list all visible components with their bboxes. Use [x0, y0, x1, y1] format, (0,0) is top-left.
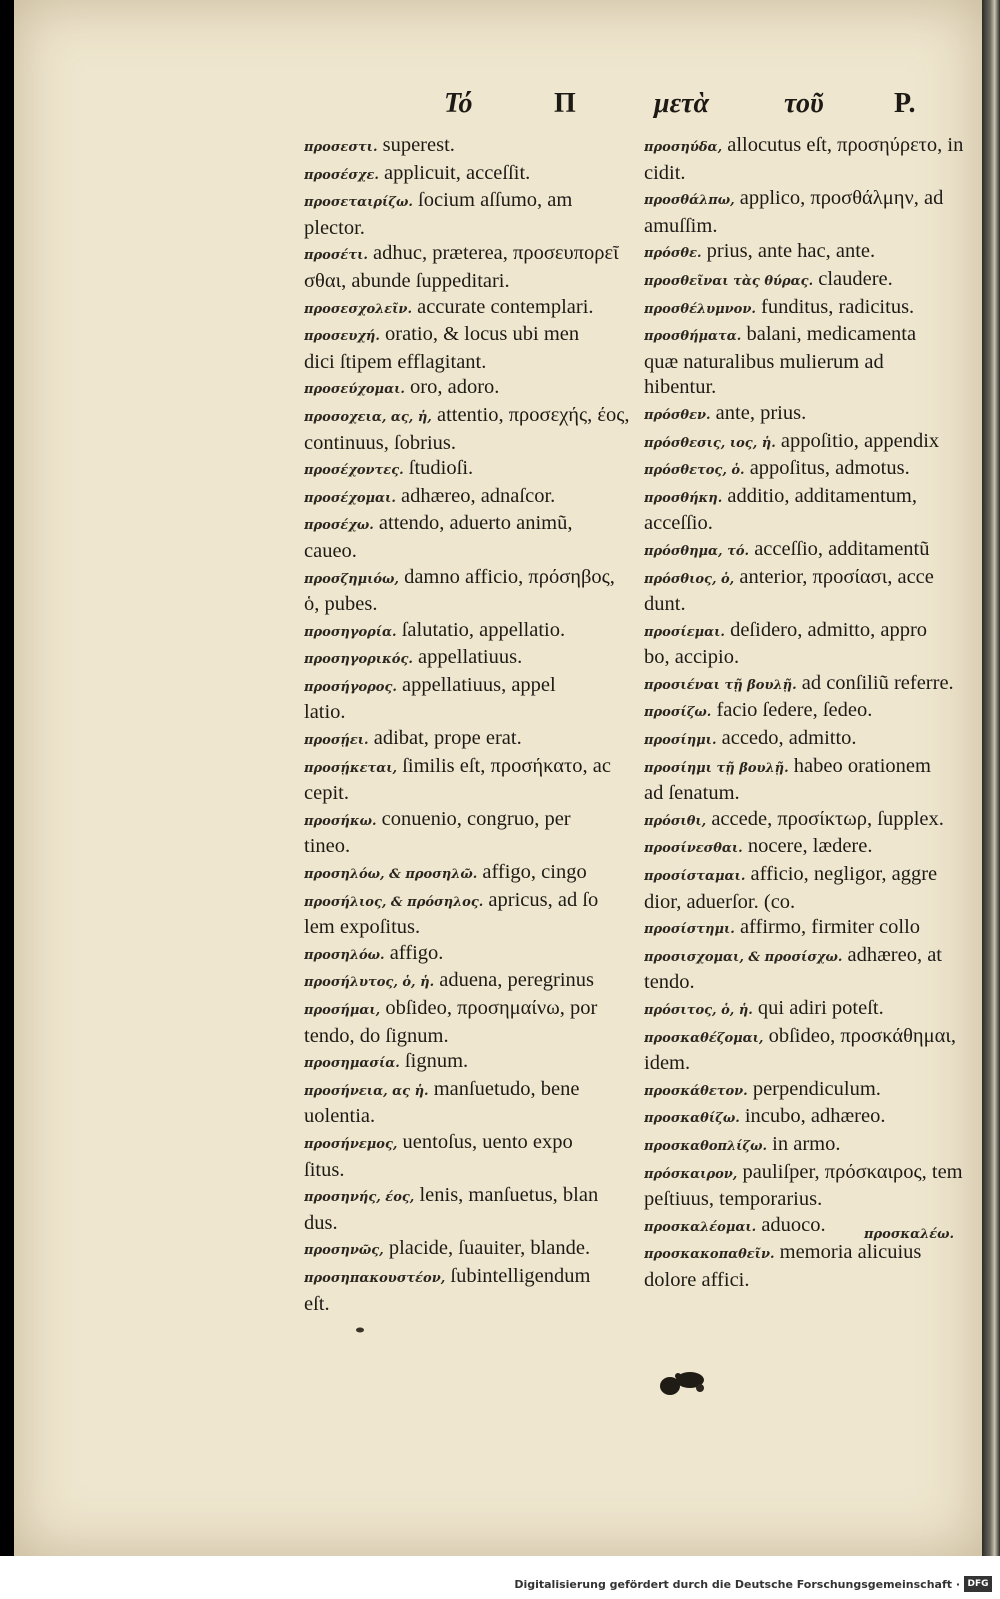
- dictionary-entry: [304, 1236, 634, 1264]
- latin-definition: accedo, admitto.: [721, 727, 857, 750]
- greek-headword: πρόσθεσις, ιος, ἡ.: [644, 435, 776, 451]
- greek-headword: προσίημι.: [644, 733, 717, 749]
- dictionary-entry: [304, 484, 634, 512]
- dictionary-entry: [644, 295, 979, 323]
- dictionary-entry: [304, 1264, 634, 1292]
- latin-definition: adhuc, præterea, προσευπορεῖ: [373, 242, 619, 265]
- dictionary-entry: [304, 188, 634, 216]
- dictionary-entry: [304, 1077, 634, 1105]
- catchword: προσκαλέω.: [864, 1227, 955, 1242]
- dictionary-entry: [304, 968, 634, 996]
- dictionary-entry: [644, 537, 979, 565]
- latin-definition: applico, προσθάλμην, ad: [739, 187, 944, 210]
- latin-definition: dior, aduerſor. (co.: [644, 890, 796, 913]
- latin-definition: cidit.: [644, 161, 686, 184]
- dictionary-entry: [304, 807, 634, 835]
- dictionary-entry: [644, 1104, 979, 1132]
- latin-definition: apricus, ad ſo: [488, 888, 599, 911]
- ink-speck-icon: [354, 1326, 366, 1334]
- latin-definition: ſignum.: [404, 1050, 469, 1073]
- latin-definition: facio ſedere, ſedeo.: [716, 699, 873, 722]
- dictionary-entry: [644, 862, 979, 890]
- greek-headword: πρόσιθι,: [644, 813, 707, 829]
- latin-definition: conuenio, congruo, per: [381, 807, 571, 830]
- dfg-logo-icon: DFG: [964, 1576, 992, 1592]
- latin-definition: dus.: [304, 1211, 338, 1234]
- greek-headword: προσέσχε.: [304, 167, 379, 183]
- latin-definition: perpendiculum.: [752, 1077, 881, 1100]
- dictionary-entry: [644, 565, 979, 593]
- latin-definition: hibentur.: [644, 376, 717, 399]
- latin-definition: aduena, peregrinus: [439, 969, 595, 992]
- dictionary-entry: [644, 781, 979, 807]
- greek-headword: προσεύχομαι.: [304, 382, 405, 398]
- latin-definition: dolore affici.: [644, 1268, 750, 1291]
- book-page: [14, 0, 982, 1556]
- greek-headword: προσθήματα.: [644, 329, 742, 345]
- latin-definition: peſtiuus, temporarius.: [644, 1188, 823, 1211]
- latin-definition: appoſitus, admotus.: [749, 457, 910, 480]
- dictionary-entry: [304, 1130, 634, 1158]
- greek-headword: προσήλυτος, ὁ, ἡ.: [304, 975, 435, 991]
- greek-headword: προσίστημι.: [644, 922, 735, 938]
- latin-definition: idem.: [644, 1052, 691, 1075]
- greek-headword: πρόσθιος, ὁ,: [644, 571, 735, 587]
- latin-definition: attentio, προσεχής, έος,: [436, 403, 630, 426]
- latin-definition: lenis, manſuetus, blan: [419, 1184, 599, 1207]
- latin-definition: dunt.: [644, 593, 686, 616]
- dictionary-entry: [644, 671, 979, 699]
- latin-definition: ad conſiliũ referre.: [801, 671, 954, 694]
- latin-definition: ſimilis eſt, προσήκατο, ac: [402, 754, 611, 777]
- greek-headword: προσεσχολεῖν.: [304, 301, 412, 317]
- dictionary-entry: [644, 1187, 979, 1213]
- latin-definition: attendo, aduerto animũ,: [378, 512, 573, 535]
- dictionary-entry: [644, 943, 979, 971]
- latin-definition: qui adiri poteſt.: [757, 997, 884, 1019]
- dictionary-entry: [644, 375, 979, 401]
- latin-definition: ſubintelligendum: [450, 1264, 591, 1287]
- dictionary-entry: [304, 241, 634, 269]
- latin-definition: adhæreo, at: [847, 943, 943, 966]
- latin-definition: acceſſio.: [644, 512, 713, 535]
- dictionary-entry: [304, 1292, 634, 1318]
- dictionary-entry: [304, 1049, 634, 1077]
- dictionary-entry: [304, 511, 634, 539]
- latin-definition: prius, ante hac, ante.: [706, 240, 876, 263]
- dictionary-entry: [644, 1268, 979, 1294]
- latin-definition: damno afficio, πρόσηβος,: [404, 565, 615, 588]
- dictionary-entry: [304, 431, 634, 457]
- greek-headword: προσοχεια, ας, ἡ,: [304, 409, 432, 425]
- dictionary-entry: [304, 1211, 634, 1237]
- latin-definition: obſideo, προσημαίνω, por: [385, 997, 598, 1019]
- greek-headword: προσηλόω.: [304, 947, 385, 963]
- latin-definition: afficio, negligor, aggre: [750, 863, 938, 886]
- latin-definition: ſocium aſſumo, am: [418, 189, 573, 212]
- latin-definition: manſuetudo, bene: [433, 1077, 580, 1100]
- latin-definition: plector.: [304, 216, 365, 239]
- dictionary-entry: [644, 698, 979, 726]
- dictionary-entry: [644, 322, 979, 350]
- printer-ornament-icon: [654, 1368, 714, 1400]
- dictionary-entry: [304, 161, 634, 189]
- greek-headword: πρόσθε.: [644, 246, 702, 262]
- dictionary-entry: [304, 673, 634, 701]
- latin-definition: additio, additamentum,: [727, 484, 917, 507]
- latin-definition: memoria alicuius: [779, 1241, 922, 1264]
- latin-definition: dici ſtipem efflagitant.: [304, 350, 487, 373]
- latin-definition: cepit.: [304, 782, 349, 805]
- dictionary-entry: [644, 456, 979, 484]
- greek-headword: πρόσθημα, τό.: [644, 543, 750, 559]
- dictionary-entry: [304, 295, 634, 323]
- greek-headword: προσκαθοπλίζω.: [644, 1138, 768, 1154]
- latin-definition: adhæreo, adnaſcor.: [401, 484, 556, 507]
- dictionary-entry: [644, 618, 979, 646]
- greek-headword: προσέτι.: [304, 248, 368, 264]
- greek-headword: πρόσθεν.: [644, 407, 711, 423]
- greek-headword: προσηλόω, & προσηλῶ.: [304, 867, 478, 883]
- dictionary-entry: [304, 941, 634, 969]
- dictionary-entry: [644, 161, 979, 187]
- latin-definition: aduoco.: [761, 1213, 826, 1236]
- dictionary-entry: [644, 996, 979, 1024]
- greek-headword: προσίεμαι.: [644, 624, 725, 640]
- running-head-letter: P.: [894, 88, 916, 119]
- latin-definition: latio.: [304, 701, 346, 724]
- greek-headword: προσηύδα,: [644, 140, 723, 155]
- dictionary-entry: [644, 890, 979, 916]
- right-column: [644, 133, 979, 1294]
- dictionary-entry: [644, 350, 979, 376]
- latin-definition: tendo, do ſignum.: [304, 1024, 449, 1047]
- footer-bar: [0, 1556, 1000, 1599]
- dictionary-entry: [644, 645, 979, 671]
- dictionary-entry: [304, 860, 634, 888]
- latin-definition: placide, ſuauiter, blande.: [388, 1237, 591, 1260]
- greek-headword: προσημασία.: [304, 1056, 400, 1072]
- latin-definition: in armo.: [772, 1132, 841, 1155]
- dictionary-entry: [644, 133, 979, 161]
- dictionary-entry: [304, 1158, 634, 1184]
- dictionary-entry: [304, 618, 634, 646]
- latin-definition: appoſitio, appendix: [780, 429, 940, 452]
- latin-definition: oro, adoro.: [410, 376, 500, 399]
- latin-definition: quæ naturalibus mulierum ad: [644, 350, 884, 373]
- greek-headword: προσήλιος, & πρόσηλος.: [304, 894, 484, 910]
- greek-headword: προσεστι.: [304, 140, 378, 155]
- latin-definition: acceſſio, additamentũ: [754, 537, 930, 560]
- greek-headword: προσήγορος.: [304, 679, 397, 695]
- greek-headword: προσέχω.: [304, 518, 374, 534]
- dictionary-entry: [644, 186, 979, 214]
- dictionary-entry: [644, 1024, 979, 1052]
- latin-definition: balani, medicamenta: [746, 323, 917, 346]
- latin-definition: eſt.: [304, 1292, 330, 1315]
- dictionary-entry: [304, 375, 634, 403]
- latin-definition: uolentia.: [304, 1105, 376, 1128]
- dictionary-entry: [644, 429, 979, 457]
- greek-headword: προσῄει.: [304, 733, 369, 749]
- greek-headword: προσθάλπω,: [644, 193, 735, 209]
- running-head-word: τοῦ: [784, 88, 824, 119]
- greek-headword: προσίζω.: [644, 705, 712, 721]
- dictionary-entry: [304, 1183, 634, 1211]
- latin-definition: accede, προσίκτωρ, ſupplex.: [711, 807, 944, 830]
- latin-definition: anterior, προσίασι, acce: [739, 565, 934, 588]
- latin-definition: ſitus.: [304, 1158, 345, 1181]
- dictionary-entry: [304, 781, 634, 807]
- latin-definition: nocere, lædere.: [747, 835, 873, 858]
- dictionary-entry: [304, 645, 634, 673]
- greek-headword: προσκαθίζω.: [644, 1111, 740, 1127]
- book-edge: [982, 0, 1000, 1556]
- dictionary-entry: [304, 539, 634, 565]
- dictionary-entry: [304, 1024, 634, 1050]
- dictionary-entry: [644, 484, 979, 512]
- running-head-word: μετὰ: [654, 88, 709, 119]
- dictionary-entry: [644, 511, 979, 537]
- greek-headword: προσκαλέομαι.: [644, 1219, 757, 1235]
- latin-definition: amuſſim.: [644, 214, 718, 237]
- footer-credit: Digitalisierung gefördert durch die Deutsche Forschungsgemeinschaft ·: [514, 1578, 960, 1591]
- dictionary-entry: [644, 1240, 979, 1268]
- dictionary-entry: [644, 239, 979, 267]
- greek-headword: προσιέναι τῇ βουλῇ.: [644, 677, 797, 693]
- dictionary-entry: [304, 834, 634, 860]
- latin-definition: accurate contemplari.: [417, 295, 594, 318]
- greek-headword: πρόσθετος, ὁ.: [644, 463, 745, 479]
- dictionary-entry: [304, 216, 634, 242]
- latin-definition: uentoſus, uento expo: [402, 1130, 573, 1153]
- greek-headword: προσήνεμος,: [304, 1136, 398, 1152]
- greek-headword: προσθεῖναι τὰς θύρας.: [644, 273, 814, 289]
- dictionary-entry: [304, 350, 634, 376]
- dictionary-entry: [304, 700, 634, 726]
- greek-headword: προσέχοντες.: [304, 463, 404, 479]
- dictionary-entry: [304, 996, 634, 1024]
- latin-definition: bo, accipio.: [644, 646, 740, 669]
- greek-headword: προσίνεσθαι.: [644, 841, 743, 857]
- greek-headword: πρόσκαιρον,: [644, 1166, 738, 1182]
- dictionary-entry: [644, 754, 979, 782]
- greek-headword: προσέχομαι.: [304, 490, 396, 506]
- dictionary-entry: [644, 915, 979, 943]
- dictionary-entry: [304, 456, 634, 484]
- latin-definition: σθαι, abunde ſuppeditari.: [304, 269, 510, 292]
- dictionary-entry: [644, 1077, 979, 1105]
- left-column: [304, 133, 634, 1317]
- latin-definition: ſalutatio, appellatio.: [401, 618, 566, 641]
- latin-definition: obſideo, προσκάθημαι,: [768, 1024, 957, 1047]
- latin-definition: caueo.: [304, 539, 357, 562]
- greek-headword: προσήκω.: [304, 813, 377, 829]
- latin-definition: appellatiuus, appel: [402, 673, 556, 696]
- greek-headword: πρόσιτος, ὁ, ἡ.: [644, 1003, 753, 1018]
- dictionary-entry: [644, 1132, 979, 1160]
- greek-headword: προσεταιρίζω.: [304, 195, 413, 211]
- latin-definition: incubo, adhæreo.: [744, 1105, 886, 1128]
- greek-headword: προσηνής, έος,: [304, 1190, 415, 1206]
- greek-headword: προσηνῶς,: [304, 1243, 384, 1259]
- greek-headword: προσηγορία.: [304, 624, 397, 640]
- greek-headword: προσήνεια, ας ἡ.: [304, 1083, 429, 1099]
- dictionary-entry: [644, 1051, 979, 1077]
- dictionary-entry: [644, 834, 979, 862]
- dictionary-entry: [644, 592, 979, 618]
- latin-definition: superest.: [382, 134, 455, 156]
- greek-headword: προσισχομαι, & προσίσχω.: [644, 949, 843, 965]
- greek-headword: προσκάθετον.: [644, 1083, 748, 1099]
- dictionary-entry: [304, 269, 634, 295]
- dictionary-entry: [304, 754, 634, 782]
- greek-headword: προσκαθέζομαι,: [644, 1030, 764, 1046]
- dictionary-entry: [644, 807, 979, 835]
- dictionary-entry: [644, 214, 979, 240]
- latin-definition: affigo, cingo: [482, 861, 587, 884]
- dictionary-entry: [304, 592, 634, 618]
- latin-definition: ad ſenatum.: [644, 782, 740, 805]
- dictionary-entry: [644, 970, 979, 996]
- dictionary-entry: [304, 888, 634, 916]
- dictionary-entry: [304, 565, 634, 593]
- latin-definition: deſidero, admitto, appro: [730, 618, 928, 641]
- latin-definition: ὁ, pubes.: [304, 593, 378, 616]
- dictionary-entry: [644, 267, 979, 295]
- latin-definition: funditus, radicitus.: [761, 295, 915, 318]
- dictionary-entry: [644, 401, 979, 429]
- greek-headword: προσθήκη.: [644, 490, 723, 506]
- dictionary-entry: [304, 1104, 634, 1130]
- running-head-letter: Π: [554, 88, 576, 119]
- latin-definition: oratio, & locus ubi men: [385, 323, 580, 346]
- dictionary-entry: [644, 1160, 979, 1188]
- dictionary-entry: [304, 726, 634, 754]
- greek-headword: προσζημιόω,: [304, 571, 399, 587]
- dictionary-entry: [304, 403, 634, 431]
- dictionary-entry: [644, 726, 979, 754]
- latin-definition: tineo.: [304, 835, 351, 858]
- greek-headword: προσευχή.: [304, 329, 380, 345]
- latin-definition: pauliſper, πρόσκαιρος, tem: [742, 1160, 963, 1183]
- dictionary-entry: [304, 133, 634, 161]
- greek-headword: προσῄκεται,: [304, 760, 398, 776]
- greek-headword: προσθέλυμνον.: [644, 301, 756, 317]
- dictionary-entry: [304, 915, 634, 941]
- latin-definition: continuus, ſobrius.: [304, 431, 457, 454]
- greek-headword: προσκακοπαθεῖν.: [644, 1247, 775, 1263]
- greek-headword: προσίημι τῇ βουλῇ.: [644, 760, 789, 776]
- latin-definition: affigo.: [389, 941, 444, 964]
- latin-definition: ante, prius.: [715, 401, 807, 424]
- dictionary-entry: [304, 322, 634, 350]
- latin-definition: affirmo, firmiter collo: [739, 916, 921, 939]
- latin-definition: appellatiuus.: [418, 646, 523, 669]
- latin-definition: habeo orationem: [793, 754, 931, 777]
- latin-definition: claudere.: [818, 267, 893, 290]
- running-head-word: Τό: [444, 88, 473, 119]
- latin-definition: applicuit, acceſſit.: [384, 161, 531, 184]
- latin-definition: allocutus eſt, προσηύρετο, in: [727, 134, 964, 156]
- greek-headword: προσηπακουστέον,: [304, 1270, 446, 1286]
- greek-headword: προσίσταμαι.: [644, 869, 746, 885]
- latin-definition: tendo.: [644, 971, 695, 994]
- latin-definition: adibat, prope erat.: [373, 727, 522, 750]
- greek-headword: προσηγορικός.: [304, 652, 413, 668]
- latin-definition: lem expoſitus.: [304, 916, 421, 939]
- latin-definition: ſtudioſi.: [408, 457, 474, 480]
- greek-headword: προσήμαι,: [304, 1003, 381, 1018]
